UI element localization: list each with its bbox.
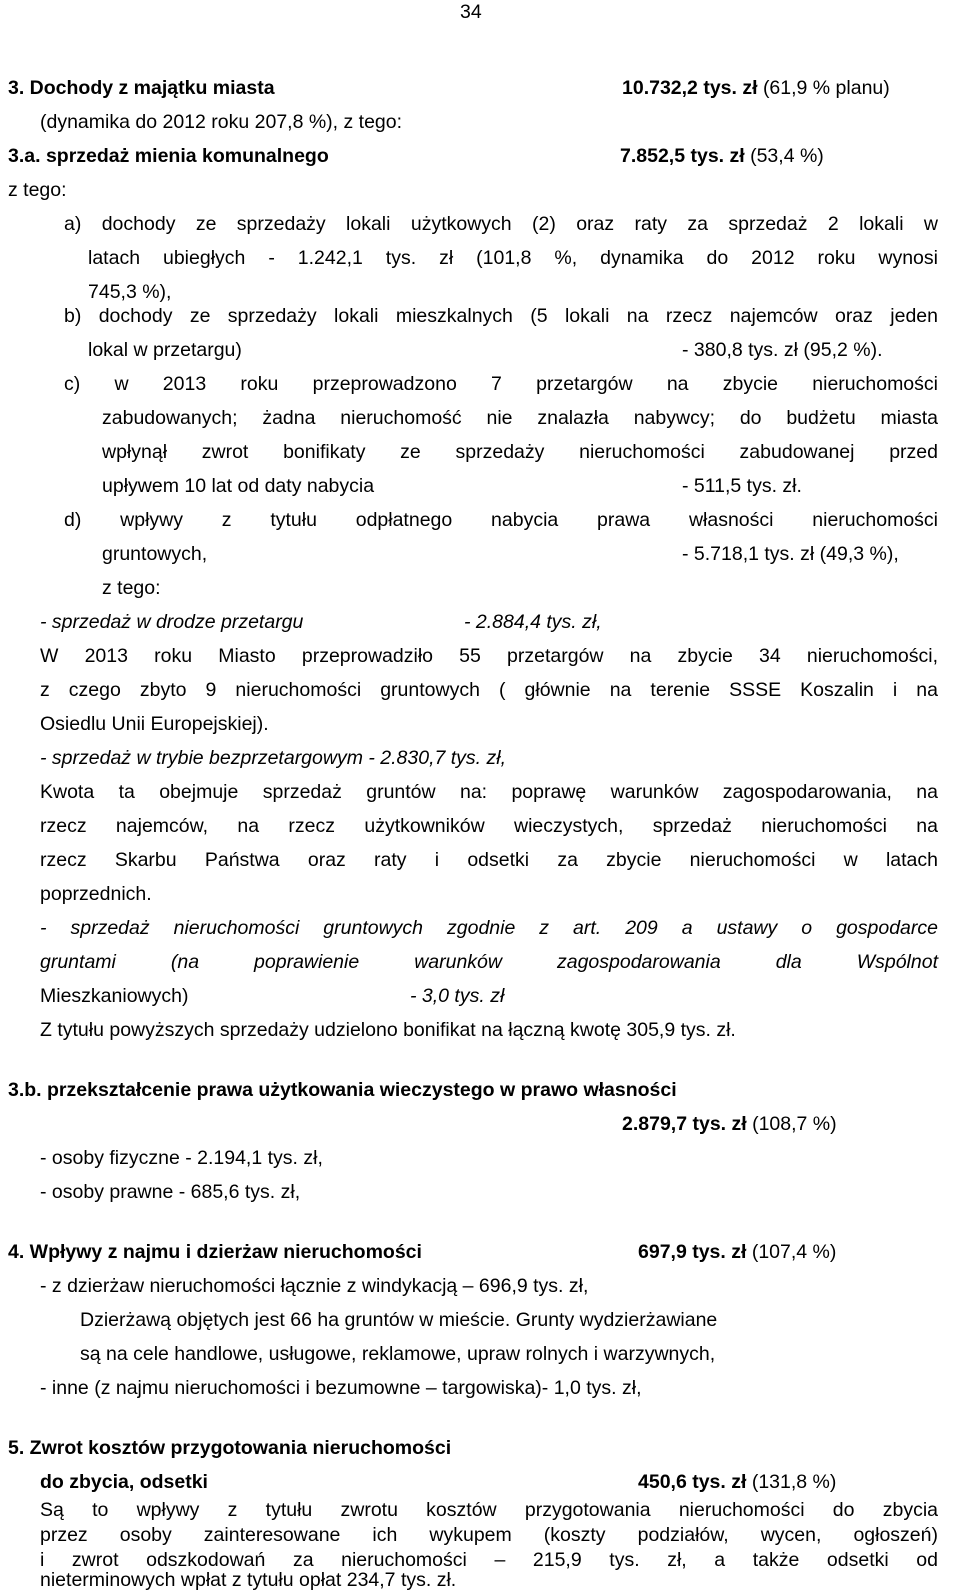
section-4-percent: (107,4 %) xyxy=(751,1241,837,1263)
section-3-total xyxy=(622,76,890,100)
text-line: - osoby fizyczne - 2.194,1 tys. zł, xyxy=(40,1147,323,1169)
section-5-amount: 450,6 tys. zł xyxy=(638,1471,747,1493)
text-line: rzecz najemców, na rzecz użytkowników wieczystych, sprzedaż nieruchomości na xyxy=(40,815,938,837)
section-3a-heading: 3.a. sprzedaż mienia komunalnego xyxy=(8,145,329,167)
text-line: Dzierżawą objętych jest 66 ha gruntów w mieście. Grunty wydzierżawiane xyxy=(80,1309,718,1331)
section-5-total xyxy=(638,1470,836,1494)
section-3-percent: (61,9 % planu) xyxy=(762,77,890,99)
section-5-heading-line-2: do zbycia, odsetki xyxy=(40,1471,208,1493)
text-line: Mieszkaniowych) xyxy=(40,985,189,1007)
text-line: gruntowych, xyxy=(102,543,208,565)
text-line: - sprzedaż nieruchomości gruntowych zgodnie z art. 209 a ustawy o gospodarce xyxy=(40,917,938,939)
page-number: 34 xyxy=(460,1,482,23)
text-line: - sprzedaż w trybie bezprzetargowym - 2.830,7 tys. zł, xyxy=(40,747,507,769)
text-line: latach ubiegłych - 1.242,1 tys. zł (101,8 %, dynamika do 2012 roku wynosi xyxy=(88,247,938,269)
amount-text: - 5.718,1 tys. zł (49,3 %), xyxy=(682,543,899,565)
text-line: Są to wpływy z tytułu zwrotu kosztów przygotowania nieruchomości do zbycia xyxy=(40,1499,938,1521)
section-3-dynamics: (dynamika do 2012 roku 207,8 %), z tego: xyxy=(40,111,403,133)
text-line: c) w 2013 roku przeprowadzono 7 przetargów na zbycie nieruchomości xyxy=(64,373,938,395)
section-5-percent: (131,8 %) xyxy=(751,1471,837,1493)
text-line: a) dochody ze sprzedaży lokali użytkowych (2) oraz raty za sprzedaż 2 lokali w xyxy=(64,213,938,235)
text-line: poprzednich. xyxy=(40,883,152,905)
section-3b-amount: 2.879,7 tys. zł xyxy=(622,1113,747,1135)
text-line: - inne (z najmu nieruchomości i bezumowne – targowiska)- 1,0 tys. zł, xyxy=(40,1377,642,1399)
amount-text: - 3,0 tys. zł xyxy=(410,985,505,1007)
text-line: - osoby prawne - 685,6 tys. zł, xyxy=(40,1181,301,1203)
text-line: zabudowanych; żadna nieruchomość nie znalazła nabywcy; do budżetu miasta xyxy=(102,407,938,429)
text-line: z tego: xyxy=(8,179,67,201)
section-5-heading: 5. Zwrot kosztów przygotowania nieruchomości xyxy=(8,1437,452,1459)
text-line: W 2013 roku Miasto przeprowadziło 55 przetargów na zbycie 34 nieruchomości, xyxy=(40,645,938,667)
text-line: z czego zbyto 9 nieruchomości gruntowych ( głównie na terenie SSSE Koszalin i na xyxy=(40,679,938,701)
text-line: Z tytułu powyższych sprzedaży udzielono bonifikat na łączną kwotę 305,9 tys. zł. xyxy=(40,1019,736,1041)
text-line: Osiedlu Unii Europejskiej). xyxy=(40,713,269,735)
text-line: lokal w przetargu) xyxy=(88,339,242,361)
text-line: przez osoby zainteresowane ich wykupem (koszty podziałów, wycen, ogłoszeń) xyxy=(40,1524,938,1546)
text-line: z tego: xyxy=(102,577,161,599)
section-4-amount: 697,9 tys. zł xyxy=(638,1241,747,1263)
section-3-amount: 10.732,2 tys. zł xyxy=(622,77,758,99)
section-3a-percent: (53,4 %) xyxy=(750,145,824,167)
text-line: - sprzedaż w drodze przetargu xyxy=(40,611,304,633)
text-line: - z dzierżaw nieruchomości łącznie z windykacją – 696,9 tys. zł, xyxy=(40,1275,589,1297)
text-line: i zwrot odszkodowań za nieruchomości – 215,9 tys. zł, a także odsetki od xyxy=(40,1549,938,1571)
section-3a-amount: 7.852,5 tys. zł xyxy=(620,145,745,167)
text-line: 745,3 %), xyxy=(88,281,172,303)
text-line: d) wpływy z tytułu odpłatnego nabycia prawa własności nieruchomości xyxy=(64,509,938,531)
text-line: Kwota ta obejmuje sprzedaż gruntów na: poprawę warunków zagospodarowania, na xyxy=(40,781,938,803)
section-4-total xyxy=(638,1240,836,1264)
section-3b-percent: (108,7 %) xyxy=(752,1113,837,1135)
text-line: upływem 10 lat od daty nabycia xyxy=(102,475,375,497)
section-4-heading: 4. Wpływy z najmu i dzierżaw nieruchomości xyxy=(8,1241,422,1263)
text-line: b) dochody ze sprzedaży lokali mieszkalnych (5 lokali na rzecz najemców oraz jeden xyxy=(64,305,938,327)
amount-text: - 511,5 tys. zł. xyxy=(682,475,802,497)
section-3b-total xyxy=(622,1112,837,1136)
section-3-heading: 3. Dochody z majątku miasta xyxy=(8,77,275,99)
amount-text: - 2.884,4 tys. zł, xyxy=(464,611,602,633)
section-3a-total xyxy=(620,144,824,168)
section-3b-heading: 3.b. przekształcenie prawa użytkowania wieczystego w prawo własności xyxy=(8,1079,677,1101)
text-line: rzecz Skarbu Państwa oraz raty i odsetki za zbycie nieruchomości w latach xyxy=(40,849,938,871)
text-line: są na cele handlowe, usługowe, reklamowe, upraw rolnych i warzywnych, xyxy=(80,1343,716,1365)
amount-text: - 380,8 tys. zł (95,2 %). xyxy=(682,339,883,361)
text-line: nieterminowych wpłat z tytułu opłat 234,7 tys. zł. xyxy=(40,1569,457,1591)
text-line: gruntami (na poprawienie warunków zagospodarowania dla Wspólnot xyxy=(40,951,938,973)
text-line: wpłynął zwrot bonifikaty ze sprzedaży nieruchomości zabudowanej przed xyxy=(102,441,938,463)
